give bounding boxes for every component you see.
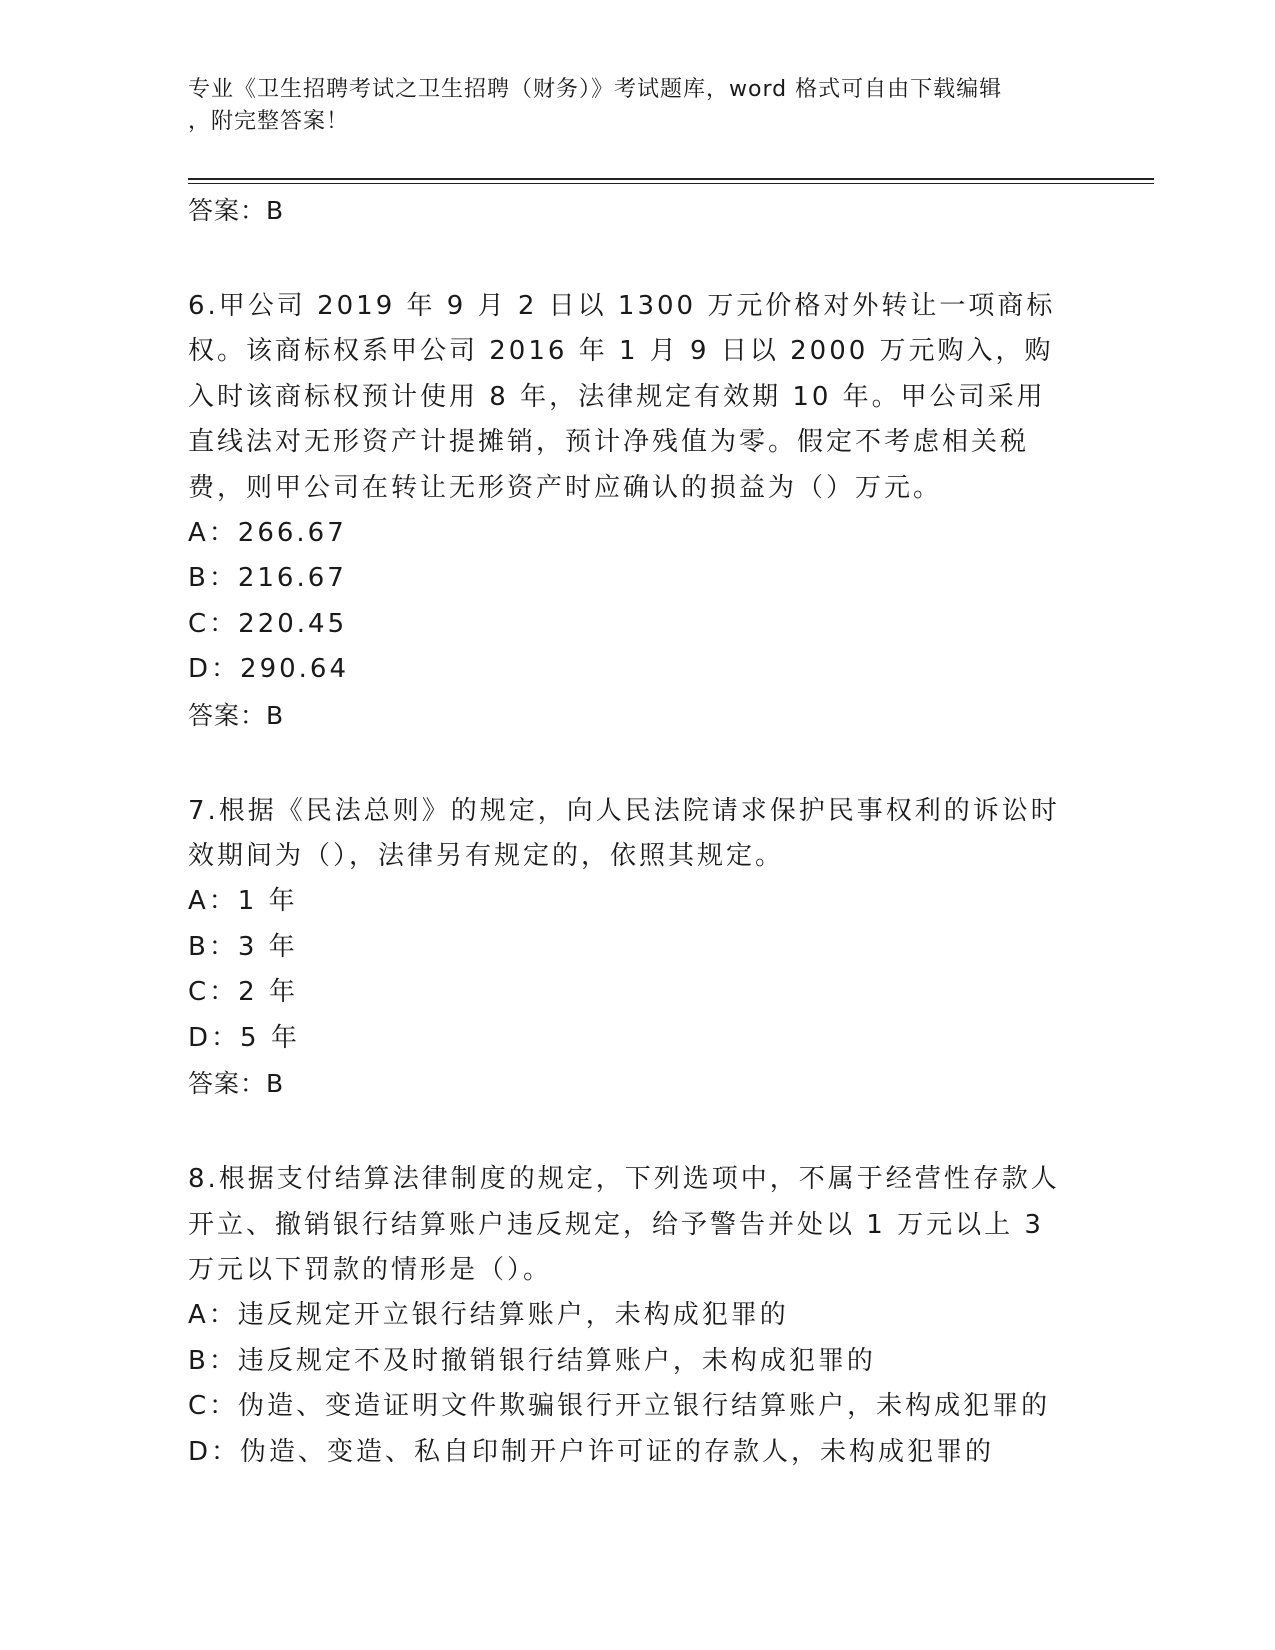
option-a: A：266.67: [188, 518, 347, 549]
question-block-8: [188, 1157, 1068, 1475]
option-d: D：290.64: [188, 654, 349, 685]
question-block-6: [188, 284, 1068, 739]
option-c: C：2 年: [188, 977, 298, 1008]
option-b: B：违反规定不及时撤销银行结算账户，未构成犯罪的: [188, 1345, 876, 1376]
option-c: C：220.45: [188, 608, 348, 639]
spacer: [188, 234, 1068, 284]
header-line-2: ，附完整答案！: [188, 109, 350, 134]
document-header: [188, 74, 1068, 138]
spacer: [188, 1107, 1068, 1157]
header-rule-thin: [188, 183, 1154, 184]
question-block-7: [188, 789, 1068, 1107]
header-rule-thick: [188, 178, 1154, 180]
option-d: D：5 年: [188, 1022, 300, 1053]
spacer: [188, 739, 1068, 789]
option-b: B：3 年: [188, 931, 298, 962]
question-text: 7.根据《民法总则》的规定，向人民法院请求保护民事权利的诉讼时效期间为（），法律另有规定的，依照其规定。: [188, 795, 1060, 872]
option-c: C：伪造、变造证明文件欺骗银行开立银行结算账户，未构成犯罪的: [188, 1391, 1051, 1422]
question-text: 6.甲公司 2019 年 9 月 2 日以 1300 万元价格对外转让一项商标权。该商标权系甲公司 2016 年 1 月 9 日以 2000 万元购入，购入时该商标权预计使用 8 年，法律规定有效期 10 年。甲公司采用直线法对无形资产计提摊销，预计净残值为零。假定不考虑相关税费，则甲公司在转让无形资产时应确认的损益为（）万元。: [188, 291, 1056, 503]
header-line-1: 专业《卫生招聘考试之卫生招聘（财务）》考试题库，word 格式可自由下载编辑: [188, 77, 1003, 102]
question-text: 8.根据支付结算法律制度的规定，下列选项中，不属于经营性存款人开立、撤销银行结算账户违反规定，给予警告并处以 1 万元以上 3 万元以下罚款的情形是（）。: [188, 1164, 1060, 1285]
answer-line: 答案：B: [188, 196, 285, 225]
option-b: B：216.67: [188, 563, 347, 594]
answer-line: 答案：B: [188, 700, 285, 730]
option-a: A：违反规定开立银行结算账户，未构成犯罪的: [188, 1300, 789, 1331]
option-d: D：伪造、变造、私自印制开户许可证的存款人，未构成犯罪的: [188, 1436, 995, 1467]
document-body: [188, 188, 1068, 1475]
option-a: A：1 年: [188, 886, 298, 917]
answer-line: 答案：B: [188, 1069, 285, 1099]
